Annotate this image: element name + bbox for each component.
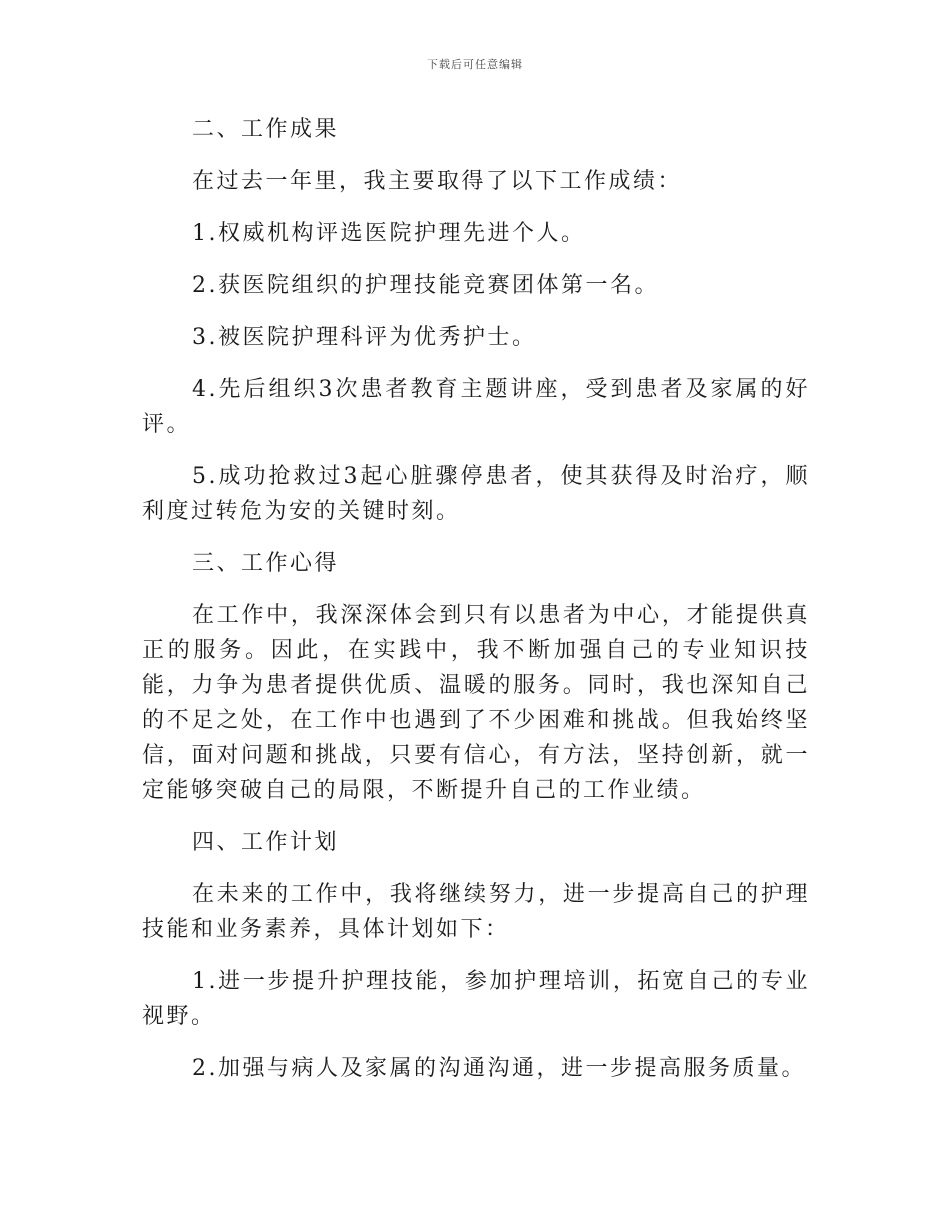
- section-heading-results: 二、工作成果: [192, 117, 340, 142]
- list-item-result-4: 4.先后组织3次患者教育主题讲座，受到患者及家属的好评。: [142, 377, 810, 437]
- list-item-result-5: 5.成功抢救过3起心脏骤停患者，使其获得及时治疗，顺利度过转危为安的关键时刻。: [142, 464, 810, 524]
- list-item-result-3: 3.被医院护理科评为优秀护士。: [192, 325, 537, 350]
- list-item-plan-1: 1.进一步提升护理技能，参加护理培训，拓宽自己的专业视野。: [142, 969, 810, 1029]
- paragraph-experience: 在工作中，我深深体会到只有以患者为中心，才能提供真正的服务。因此，在实践中，我不断加强自己的专业知识技能，力争为患者提供优质、温暖的服务。同时，我也深知自己的不足之处，在工作中也遇到了不少困难和挑战。但我始终坚信，面对问题和挑战，只要有信心，有方法，坚持创新，就一定能够突破自己的局限，不断提升自己的工作业绩。: [142, 603, 810, 803]
- document-body: [142, 112, 810, 1103]
- section-heading-experience: 三、工作心得: [192, 551, 340, 576]
- list-item-result-2: 2.获医院组织的护理技能竞赛团体第一名。: [192, 273, 659, 298]
- header-note: 下载后可任意编辑: [427, 58, 523, 71]
- list-item-plan-2: 2.加强与病人及家属的沟通沟通，进一步提高服务质量。: [192, 1056, 806, 1081]
- list-item-result-1: 1.权威机构评选医院护理先进个人。: [192, 221, 586, 246]
- section-heading-plan: 四、工作计划: [192, 830, 340, 855]
- paragraph-intro-results: 在过去一年里，我主要取得了以下工作成绩：: [192, 169, 683, 194]
- paragraph-intro-plan: 在未来的工作中，我将继续努力，进一步提高自己的护理技能和业务素养，具体计划如下：: [142, 882, 810, 942]
